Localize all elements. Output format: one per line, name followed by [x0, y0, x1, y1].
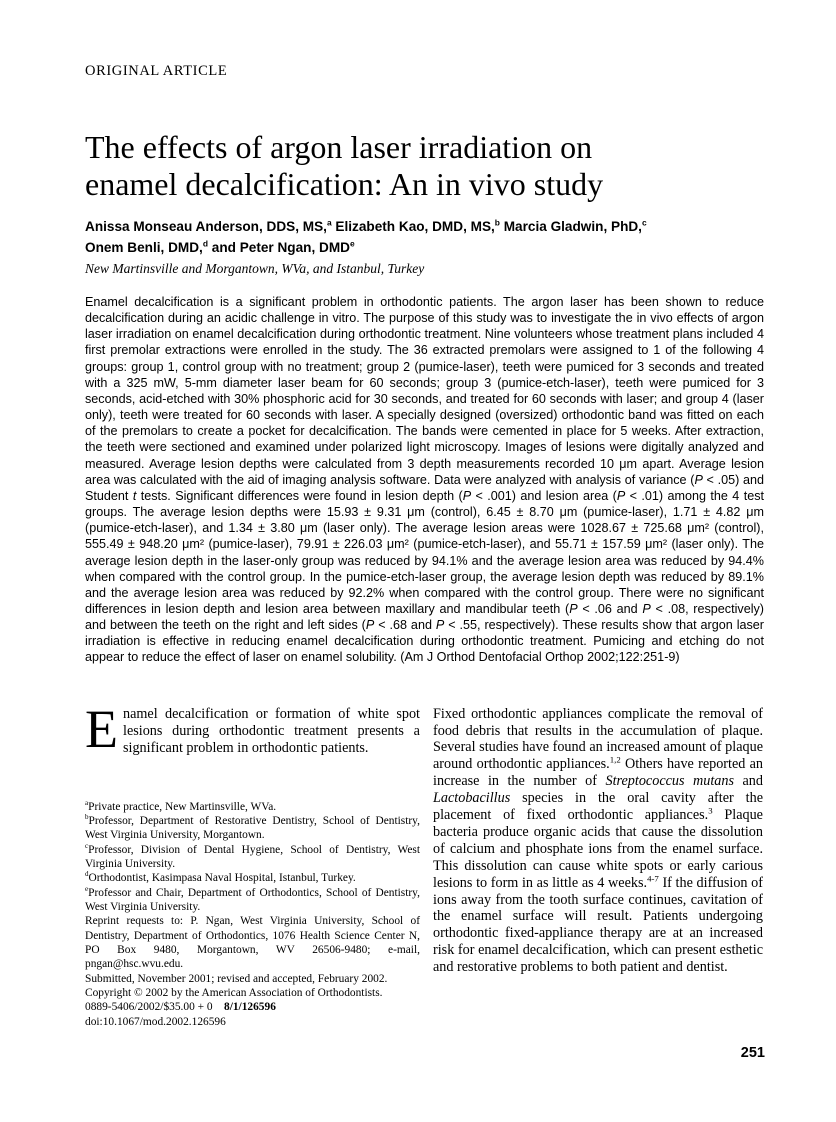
article-title-line-2: enamel decalcification: An in vivo study — [85, 166, 604, 202]
footnote-fee-code: 0889-5406/2002/$35.00 + 0 8/1/126596 — [85, 1001, 276, 1014]
right-column — [433, 706, 763, 1030]
left-column — [85, 698, 420, 1030]
footnote-affiliation-c: $^c$Professor, Division of Dental Hygiene, School of Dentistry, West Virginia University. — [85, 841, 420, 870]
intro-paragraph — [85, 698, 420, 759]
footnotes-block — [85, 800, 420, 1030]
body-paragraph: Fixed orthodontic appliances complicate the removal of food debris that results in the accumulation of plaque. Several studies have found an increased amount of plaque around orthodontic appliances.$^{1,2}$ Others have reported an increase in the number of Streptococcus mutans and Lactobacillus species in the oral cavity after the placement of fixed orthodontic appliances.$^3$ Plaque bacteria produce organic acids that cause the dissolution of calcium and phosphate ions from the enamel surface. This dissolution can cause white spots or early carious lesions to form in as little as 4 weeks.$^{4-7}$ If the diffusion of ions away from the tooth surface continues, cavitation of the enamel surface will result. Patients undergoing orthodontic fixed-appliance therapy are at an increased risk for enamel decalcification, which can present esthetic and restorative problems to both patient and dentist. — [433, 705, 763, 976]
author-block — [85, 216, 764, 258]
author-line-2: Onem Benli, DMD,$^d$ and Peter Ngan, DMDe — [85, 238, 355, 255]
footnote-submission-dates: Submitted, November 2001; revised and accepted, February 2002. — [85, 972, 388, 985]
intro-text: namel decalcification or formation of white spot lesions during orthodontic treatment presents a significant problem in orthodontic patients. — [123, 705, 420, 756]
footnote-affiliation-e: $^e$Professor and Chair, Department of Orthodontics, School of Dentistry, West Virginia University. — [85, 884, 420, 913]
two-column-body — [85, 698, 764, 1030]
article-title — [85, 129, 764, 203]
footnote-doi: doi:10.1067/mod.2002.126596 — [85, 1015, 226, 1028]
drop-cap: E — [85, 698, 118, 759]
author-line-1: Anissa Monseau Anderson, DDS, MS,$^a$ Elizabeth Kao, DMD, MS,$^b$ Marcia Gladwin, PhD,$^c$ — [85, 217, 647, 234]
footnote-affiliation-a: $^a$Private practice, New Martinsville, WVa. — [85, 798, 277, 813]
page-number: 251 — [740, 1045, 765, 1061]
footnote-reprint-requests: Reprint requests to: P. Ngan, West Virginia University, School of Dentistry, Department of Orthodontics, 1076 Health Science Center N, PO Box 9480, Morgantown, WV 26506-9480; e-mail, pngan@hsc.wvu.edu. — [85, 915, 420, 971]
abstract-paragraph: Enamel decalcification is a significant problem in orthodontic patients. The argon laser has been shown to reduce decalcification during an acidic challenge in vitro. The purpose of this study was to investigate the in vivo effects of argon laser irradiation on enamel decalcification during orthodontic treatment. Nine volunteers whose treatment plans included 4 first premolar extractions were enrolled in the study. The 36 extracted premolars were assigned to 1 of the following 4 groups: group 1, control group with no treatment; group 2 (pumice-laser), teeth were pumiced for 3 seconds and treated with a 325 mW, 5-mm diameter laser beam for 60 seconds; group 3 (pumice-etch-laser), teeth were pumiced for 3 seconds, acid-etched with 30% phosphoric acid for 30 seconds, and treated for 60 seconds with laser; and group 4 (laser only), teeth were treated for 60 seconds with laser. A specially designed (oversized) orthodontic band was fitted on each of the premolars to create a pocket for decalcification. The bands were cemented in place for 5 weeks. After extraction, the teeth were sectioned and examined under polarized light microscopy. Images of lesions were digitally analyzed and measured. Average lesion depths were calculated from 3 depth measurements recorded 10 μm apart. Average lesion area was calculated with the aid of imaging analysis software. Data were analyzed with analysis of variance (P < .05) and Student t tests. Significant differences were found in lesion depth (P < .001) and lesion area (P < .01) among the 4 test groups. The average lesion depths were 15.93 ± 9.31 μm (control), 6.45 ± 8.70 μm (pumice-laser), 1.71 ± 4.82 μm (pumice-etch-laser), and 1.34 ± 3.80 μm (laser only). The average lesion areas were 1028.67 ± 725.68 μm² (control), 555.49 ± 948.20 μm² (pumice-laser), 79.91 ± 226.03 μm² (pumice-etch-laser), and 55.71 ± 157.59 μm² (laser only). The average lesion depth in the laser-only group was reduced by 94.1% and the average lesion area was reduced by 94.4% when compared with the control group. In the pumice-etch-laser group, the average lesion depth was reduced by 89.1% and the average lesion area was reduced by 92.2% when compared with the control group. There were no significant differences in lesion depth and lesion area between maxillary and mandibular teeth (P < .06 and P < .08, respectively) and between the teeth on the right and left sides (P < .68 and P < .55, respectively). These results show that argon laser irradiation is effective in reducing enamel decalcification during orthodontic treatment. Pumicing and etching do not appear to reduce the effect of laser on enamel solubility. (Am J Orthod Dentofacial Orthop 2002;122:251-9) — [85, 295, 764, 665]
footnote-affiliation-b: $^b$Professor, Department of Restorative Dentistry, School of Dentistry, West Virginia University, Morgantown. — [85, 813, 420, 842]
footnote-affiliation-d: $^d$Orthodontist, Kasimpasa Naval Hospital, Istanbul, Turkey. — [85, 870, 356, 885]
affiliation-line: New Martinsville and Morgantown, WVa, and Istanbul, Turkey — [85, 261, 425, 276]
section-label: ORIGINAL ARTICLE — [85, 63, 228, 79]
article-title-line-1: The effects of argon laser irradiation on — [85, 129, 593, 165]
footnote-copyright: Copyright © 2002 by the American Association of Orthodontists. — [85, 987, 383, 1000]
